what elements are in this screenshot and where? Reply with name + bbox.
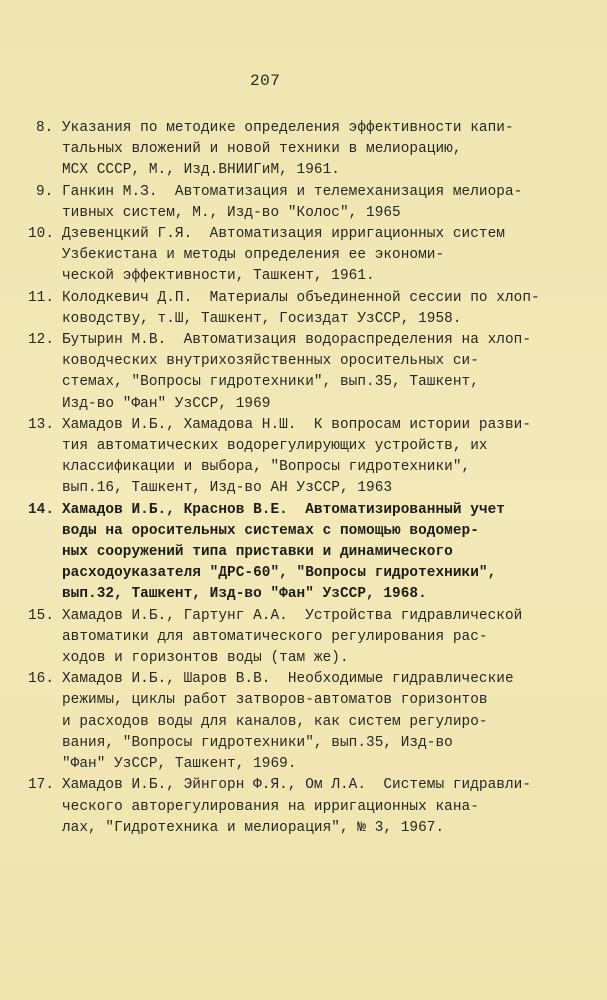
entry-line: Хамадов И.Б., Краснов В.Е. Автоматизированный учет (62, 501, 505, 518)
entry-line: Бутырин М.В. Автоматизация водораспределения на хлоп- (62, 332, 532, 349)
bibliography-entry-14 (26, 500, 596, 606)
entry-line: Дзевенцкий Г.Я. Автоматизация ирригационных систем (62, 226, 505, 243)
entry-text (62, 415, 596, 500)
bibliography-entry-12 (26, 330, 596, 415)
entry-line: Изд-во "Фан" УзССР, 1969 (62, 395, 271, 412)
entry-line: Хамадов И.Б., Гартунг А.А. Устройства гидравлической (62, 607, 523, 624)
entry-line: классификации и выбора, "Вопросы гидротехники", (62, 459, 471, 476)
entry-line: вып.16, Ташкент, Изд-во АН УзССР, 1963 (62, 480, 393, 497)
entry-line: и расходов воды для каналов, как систем регулиро- (62, 713, 488, 730)
entry-line: ных сооружений типа приставки и динамического (62, 544, 453, 561)
entry-line: Колодкевич Д.П. Материалы объединенной сессии по хлоп- (62, 289, 540, 306)
entry-number: 11. (28, 289, 55, 306)
entry-line: "Фан" УзССР, Ташкент, 1969. (62, 756, 297, 773)
entry-line: расходоуказателя "ДРС-60", "Вопросы гидротехники", (62, 565, 497, 582)
page-number: 207 (250, 72, 281, 90)
bibliography-entry-13 (26, 415, 596, 500)
entry-number: 12. (28, 332, 55, 349)
entry-line: ководческих внутрихозяйственных оросительных си- (62, 353, 479, 370)
bibliography-entry-11 (26, 288, 596, 330)
entry-line: Указания по методике определения эффективности капи- (62, 120, 514, 136)
entry-number: 9. (36, 183, 54, 200)
bibliography-list (26, 118, 596, 839)
entry-line: воды на оросительных системах с помощью водомер- (62, 522, 479, 539)
entry-text (62, 224, 596, 288)
bibliography-entry-17 (26, 775, 596, 839)
bibliography-entry-9 (26, 182, 596, 224)
entry-line: тия автоматических водорегулирующих устройств, их (62, 438, 488, 455)
entry-line: вания, "Вопросы гидротехники", вып.35, Изд-во (62, 734, 453, 751)
bibliography-entry-8 (26, 118, 596, 182)
entry-line: стемах, "Вопросы гидротехники", вып.35, Ташкент, (62, 374, 479, 391)
entry-number: 15. (28, 607, 55, 624)
entry-number: 14. (28, 501, 55, 518)
entry-line: ческого авторегулирования на ирригационных кана- (62, 798, 479, 815)
entry-line: автоматики для автоматического регулирования рас- (62, 628, 488, 645)
entry-line: Хамадов И.Б., Хамадова Н.Ш. К вопросам истории разви- (62, 416, 532, 433)
entry-line: МСХ СССР, М., Изд.ВНИИГиМ, 1961. (62, 162, 340, 179)
entry-line: ческой эффективности, Ташкент, 1961. (62, 268, 375, 285)
entry-number: 8. (36, 120, 54, 136)
entry-text (62, 288, 596, 330)
entry-line: тивных систем, М., Изд-во "Колос", 1965 (62, 204, 401, 221)
entry-line: вып.32, Ташкент, Изд-во "Фан" УзССР, 1968. (62, 586, 427, 603)
entry-text (62, 775, 596, 839)
entry-line: Хамадов И.Б., Эйнгорн Ф.Я., Ом Л.А. Системы гидравли- (62, 777, 532, 794)
entry-text (62, 669, 596, 775)
entry-line: Хамадов И.Б., Шаров В.В. Необходимые гидравлические (62, 671, 514, 688)
entry-text (62, 330, 596, 415)
entry-number: 13. (28, 416, 55, 433)
entry-text (62, 606, 596, 670)
entry-text (62, 500, 596, 606)
entry-number: 16. (28, 671, 55, 688)
entry-line: Узбекистана и методы определения ее экономи- (62, 247, 445, 264)
entry-text (62, 182, 596, 224)
entry-line: ководству, т.Ш, Ташкент, Госиздат УзССР, 1958. (62, 310, 462, 327)
bibliography-entry-15 (26, 606, 596, 670)
entry-line: лах, "Гидротехника и мелиорация", № 3, 1967. (62, 819, 445, 836)
entry-line: тальных вложений и новой техники в мелиорацию, (62, 141, 462, 158)
entry-line: ходов и горизонтов воды (там же). (62, 650, 349, 667)
entry-number: 17. (28, 777, 55, 794)
entry-line: Ганкин М.З. Автоматизация и телемеханизация мелиора- (62, 183, 523, 200)
entry-number: 10. (28, 226, 55, 243)
bibliography-entry-16 (26, 669, 596, 775)
entry-line: режимы, циклы работ затворов-автоматов горизонтов (62, 692, 488, 709)
entry-text (62, 118, 596, 182)
bibliography-entry-10 (26, 224, 596, 288)
